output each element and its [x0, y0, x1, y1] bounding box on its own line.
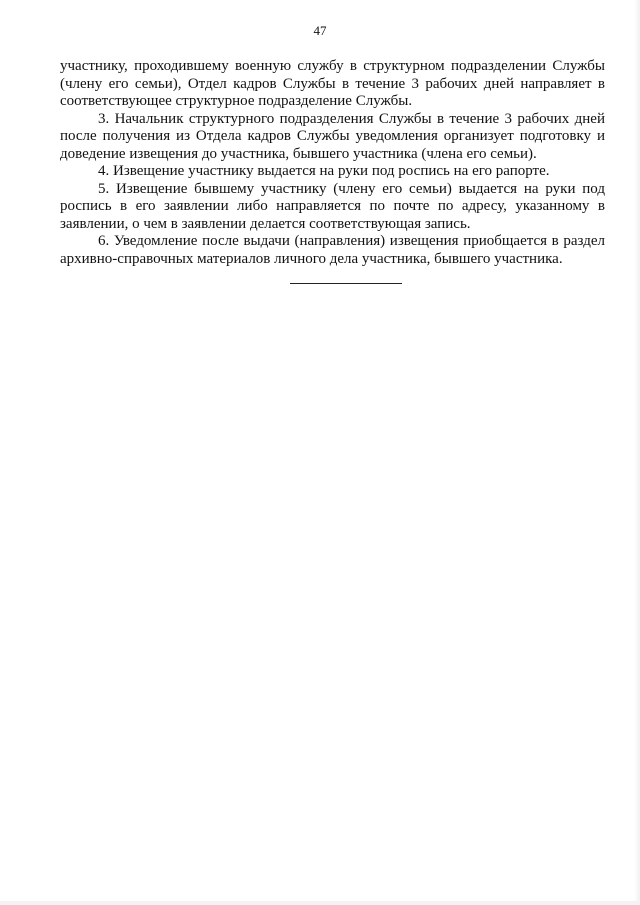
- paragraph-4: 4. Извещение участнику выдается на руки под роспись на его рапорте.: [98, 163, 550, 179]
- scan-edge: [634, 0, 640, 905]
- scan-bottom-edge: [0, 901, 640, 905]
- end-separator-line: [290, 283, 402, 284]
- page-number: 47: [313, 23, 327, 38]
- paragraph-3: 3. Начальник структурного подразделения Службы в течение 3 рабочих дней после получения из Отдела кадров Службы уведомления организует подготовку и доведение извещения до участника, бывшего участника (члена его семьи).: [60, 110, 605, 162]
- paragraph-continuation: участнику, проходившему военную службу в структурном подразделении Службы (члену его семьи), Отдел кадров Службы в течение 3 рабочих дней направляет в соответствующее структурное подразделение Службы.: [60, 58, 605, 109]
- document-body: [60, 58, 605, 268]
- paragraph-5: 5. Извещение бывшему участнику (члену его семьи) выдается на руки под роспись в его заявлении либо направляется по почте по адресу, указанному в заявлении, о чем в заявлении делается соответствующая запись.: [60, 180, 605, 232]
- paragraph-6: 6. Уведомление после выдачи (направления) извещения приобщается в раздел архивно-справочных материалов личного дела участника, бывшего участника.: [60, 233, 605, 267]
